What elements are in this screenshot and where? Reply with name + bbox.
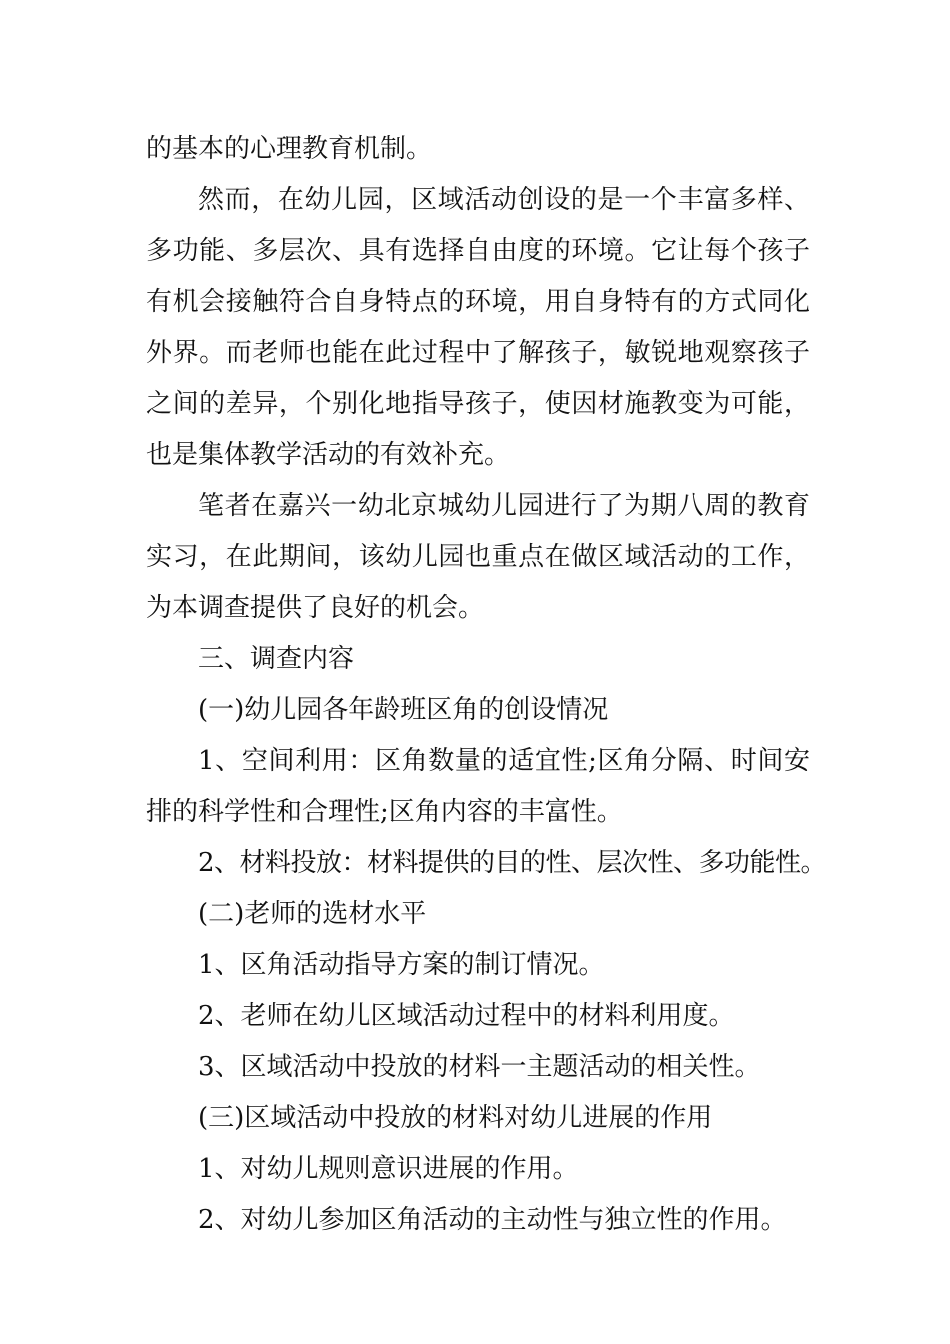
paragraph-continuation: 的基本的心理教育机制。: [146, 134, 433, 164]
subheading-area-creation: (一)幼儿园各年龄班区角的创设情况: [198, 695, 609, 725]
section-heading-survey-content: 三、调查内容: [198, 644, 355, 674]
paragraph-internship: 笔者在嘉兴一幼北京城幼儿园进行了为期八周的教育实习，在此期间，该幼儿园也重点在做区域活动的工作，为本调查提供了良好的机会。: [146, 491, 810, 623]
list-item-guidance-plan: 1、区角活动指导方案的制订情况。: [198, 950, 605, 980]
list-item-material-placement: 2、材料投放：材料提供的目的性、层次性、多功能性。: [198, 848, 827, 878]
subheading-teacher-material-selection: (二)老师的选材水平: [198, 899, 427, 929]
list-item-theme-relevance: 3、区域活动中投放的材料一主题活动的相关性。: [198, 1052, 761, 1082]
list-item-rule-awareness: 1、对幼儿规则意识进展的作用。: [198, 1154, 579, 1184]
document-body: [146, 124, 827, 1246]
list-item-space-use: 1、空间利用：区角数量的适宜性;区角分隔、时间安排的科学性和合理性;区角内容的丰富性。: [146, 746, 810, 827]
list-item-material-utilization: 2、老师在幼儿区域活动过程中的材料利用度。: [198, 1001, 735, 1031]
list-item-initiative-independence: 2、对幼儿参加区角活动的主动性与独立性的作用。: [198, 1205, 787, 1235]
paragraph-region-activity: 然而，在幼儿园，区域活动创设的是一个丰富多样、多功能、多层次、具有选择自由度的环境。它让每个孩子有机会接触符合自身特点的环境，用自身特有的方式同化外界。而老师也能在此过程中了解孩子，敏锐地观察孩子之间的差异，个别化地指导孩子，使因材施教变为可能，也是集体教学活动的有效补充。: [146, 185, 810, 470]
subheading-material-effect: (三)区域活动中投放的材料对幼儿进展的作用: [198, 1103, 713, 1133]
